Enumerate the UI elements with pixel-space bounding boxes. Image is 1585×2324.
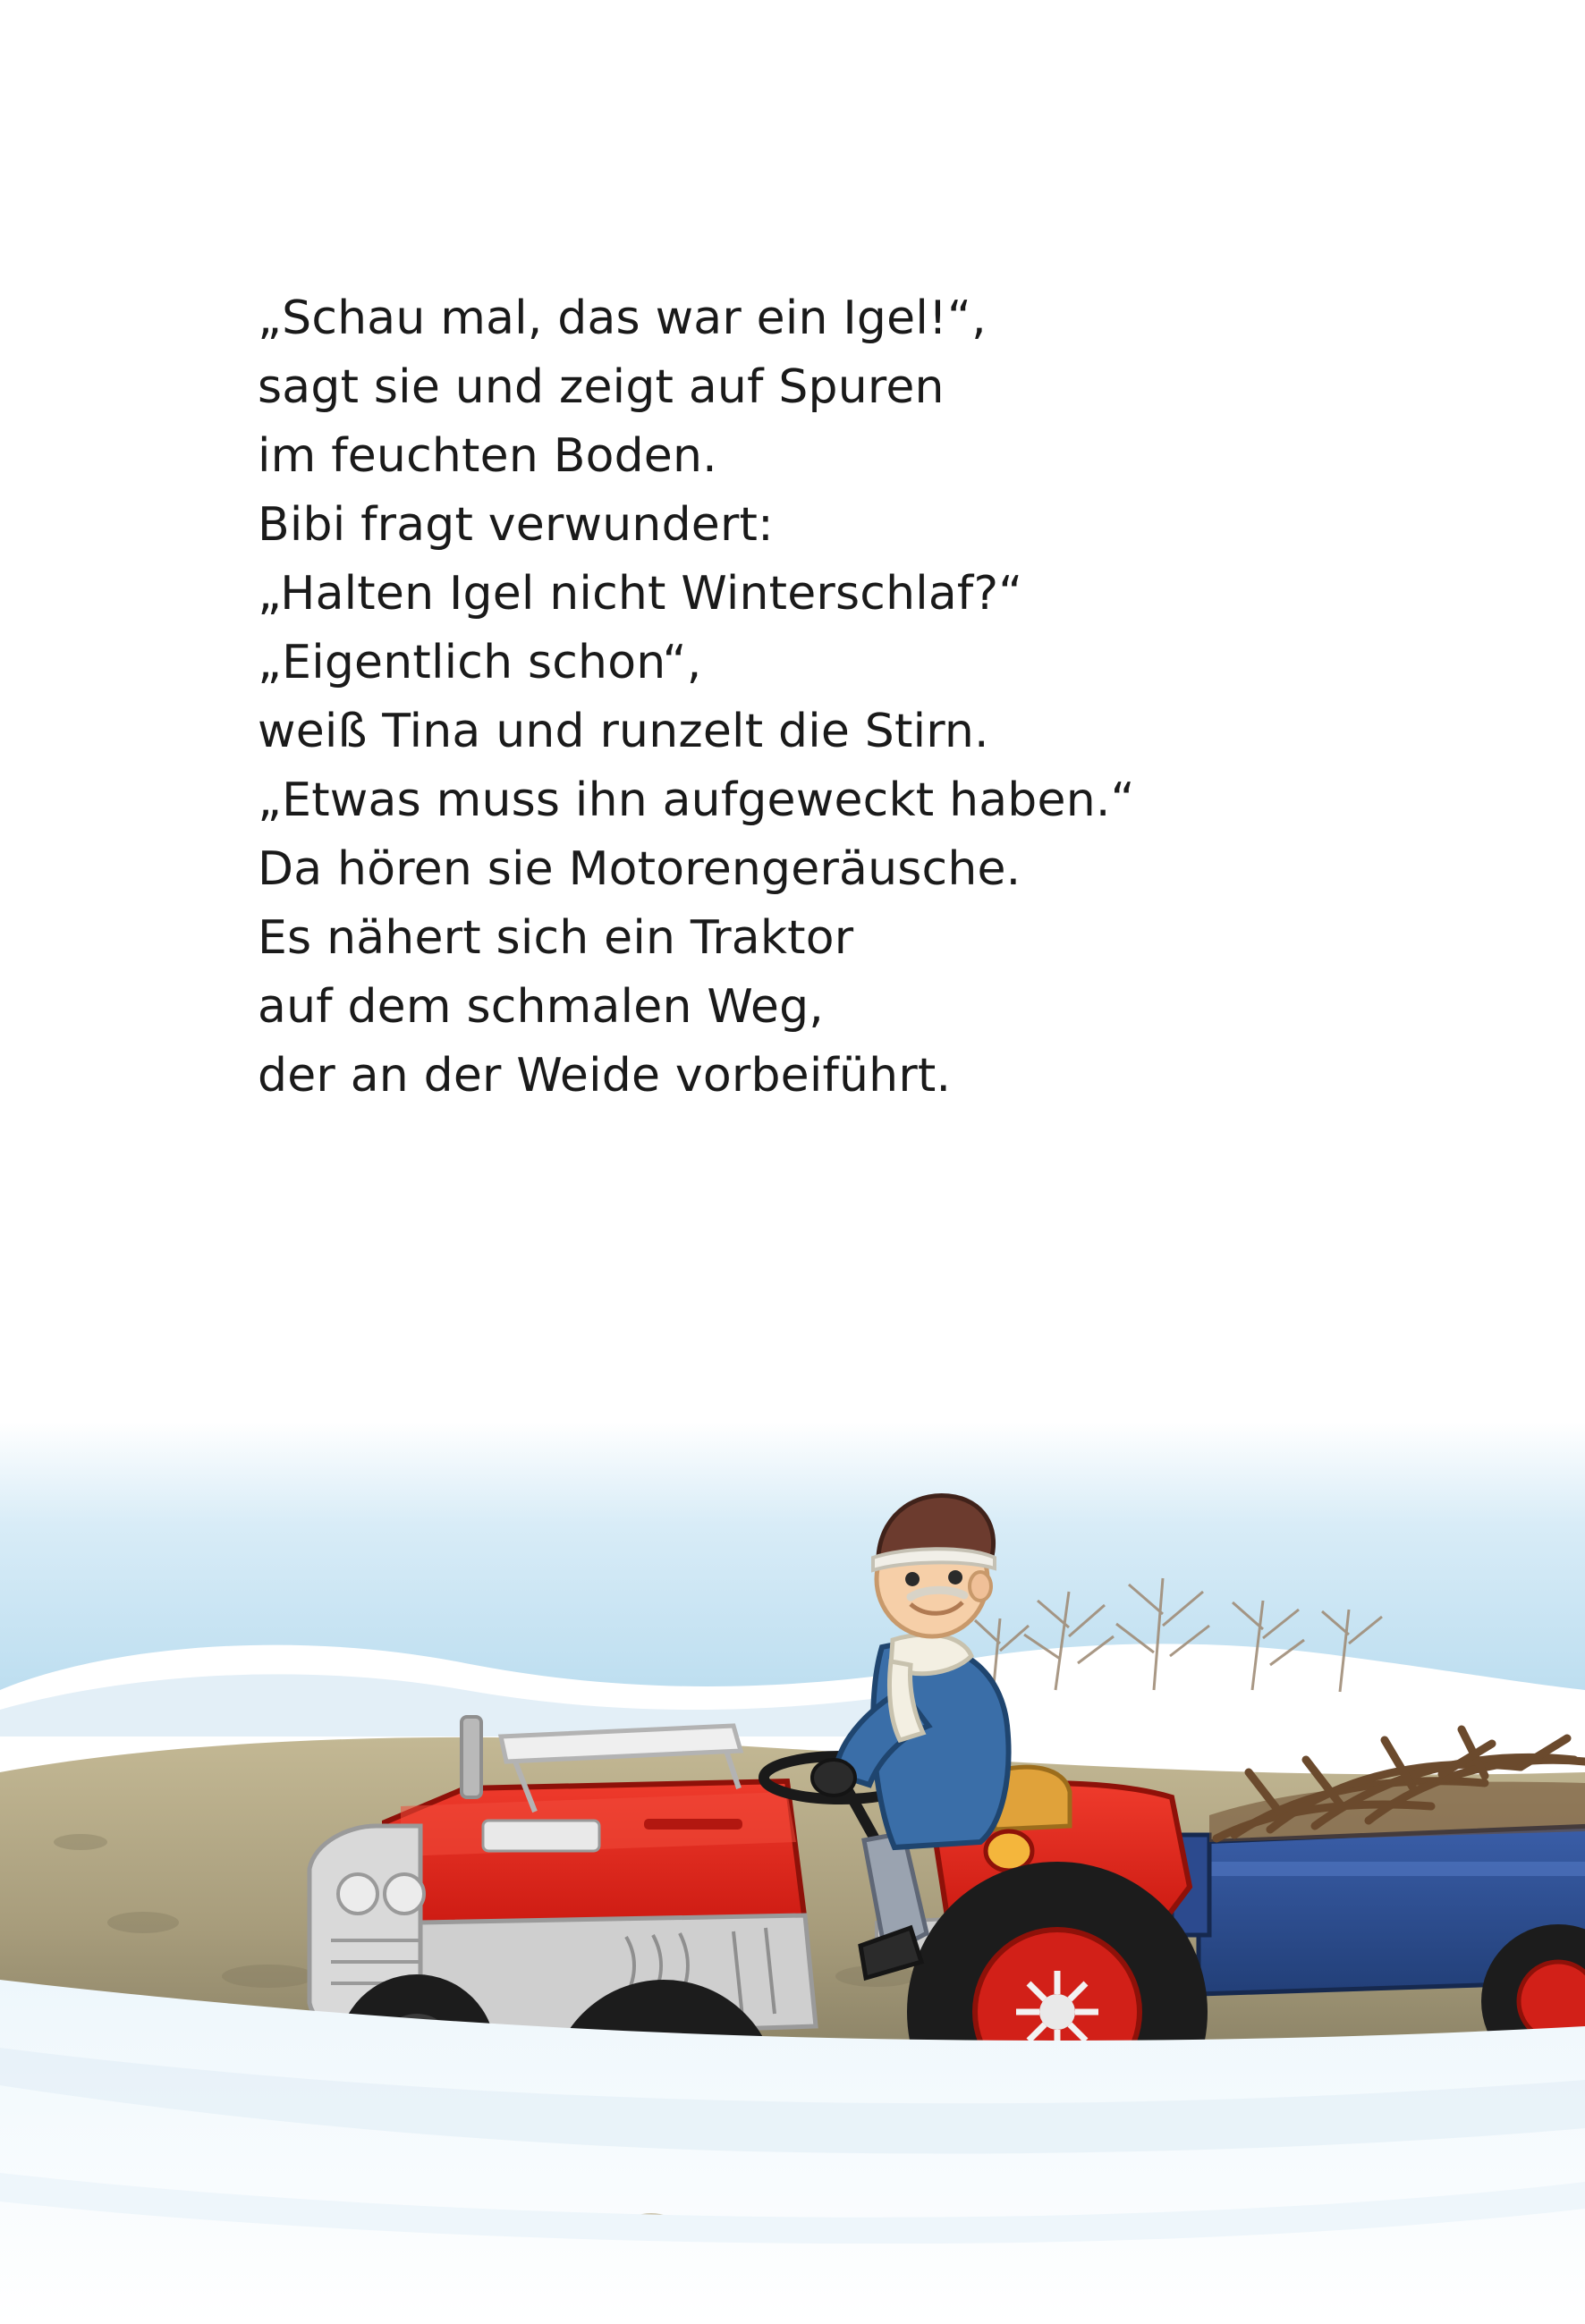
headlight <box>986 1831 1032 1871</box>
story-line: „Schau mal, das war ein Igel!“, <box>258 292 987 345</box>
story-line: auf dem schmalen Weg, <box>258 980 825 1034</box>
story-line: Es nähert sich ein Traktor <box>258 911 854 965</box>
story-line: sagt sie und zeigt auf Spuren <box>258 360 945 414</box>
illustration <box>0 1422 1585 2324</box>
story-text-block <box>258 284 1385 1111</box>
story-line: im feuchten Boden. <box>258 429 717 483</box>
story-line: „Halten Igel nicht Winterschlaf?“ <box>258 567 1023 621</box>
story-line: weiß Tina und runzelt die Stirn. <box>258 705 989 758</box>
story-line: Bibi fragt verwundert: <box>258 498 774 552</box>
story-line: „Eigentlich schon“, <box>258 636 702 689</box>
story-line: „Etwas muss ihn aufgeweckt haben.“ <box>258 773 1135 827</box>
story-line: Da hören sie Motorengeräusche. <box>258 842 1021 896</box>
story-line: der an der Weide vorbeiführt. <box>258 1049 952 1103</box>
